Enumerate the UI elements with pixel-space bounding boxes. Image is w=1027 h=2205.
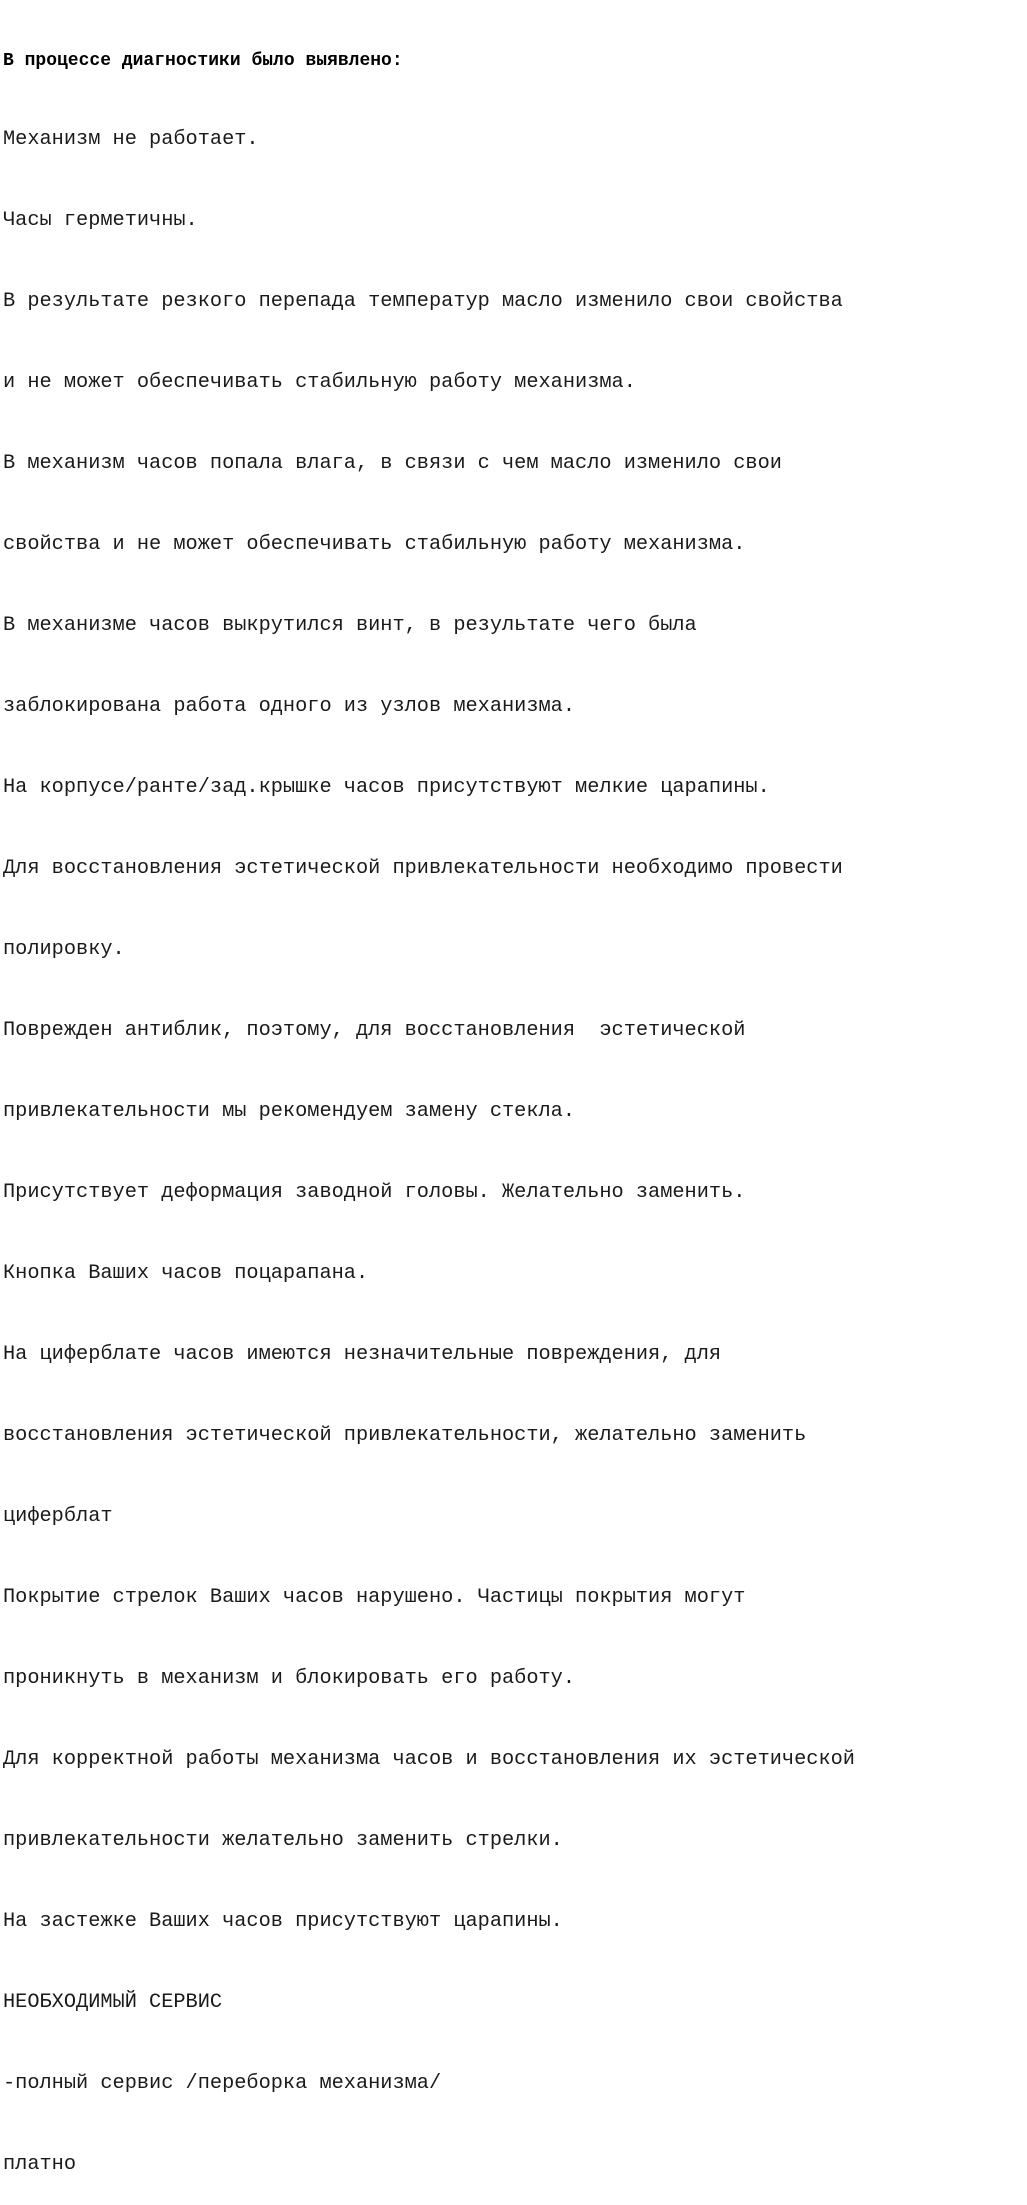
document-line: привлекательности мы рекомендуем замену стекла. — [3, 1100, 576, 1123]
diagnosis-document — [3, 0, 1023, 2205]
document-line: циферблат — [3, 1505, 113, 1528]
document-line: Механизм не работает. — [3, 128, 259, 151]
document-line: В результате резкого перепада температур масло изменило свои свойства — [3, 290, 843, 313]
document-line: Покрытие стрелок Ваших часов нарушено. Частицы покрытия могут — [3, 1586, 746, 1609]
document-line: На застежке Ваших часов присутствуют царапины. — [3, 1910, 563, 1933]
document-line: На корпусе/ранте/зад.крышке часов присутствуют мелкие царапины. — [3, 776, 770, 799]
document-line: Для корректной работы механизма часов и восстановления их эстетической — [3, 1748, 855, 1771]
document-line: На циферблате часов имеются незначительные повреждения, для — [3, 1343, 722, 1366]
document-line: свойства и не может обеспечивать стабильную работу механизма. — [3, 533, 746, 556]
service-heading: НЕОБХОДИМЫЙ СЕРВИС — [3, 1991, 223, 2014]
diagnosis-heading: В процессе диагностики было выявлено: — [3, 51, 403, 71]
document-line: Кнопка Ваших часов поцарапана. — [3, 1262, 369, 1285]
document-line: привлекательности желательно заменить стрелки. — [3, 1829, 563, 1852]
document-line: полировку. — [3, 938, 125, 961]
document-line: В механизме часов выкрутился винт, в результате чего была — [3, 614, 697, 637]
document-line: Часы герметичны. — [3, 209, 198, 232]
document-line: восстановления эстетической привлекательности, желательно заменить — [3, 1424, 807, 1447]
document-line: Поврежден антиблик, поэтому, для восстановления эстетической — [3, 1019, 746, 1042]
document-line: Для восстановления эстетической привлекательности необходимо провести — [3, 857, 843, 880]
document-line: В механизм часов попала влага, в связи с чем масло изменило свои — [3, 452, 782, 475]
document-line: Присутствует деформация заводной головы. Желательно заменить. — [3, 1181, 746, 1204]
document-line: проникнуть в механизм и блокировать его работу. — [3, 1667, 576, 1690]
document-line: и не может обеспечивать стабильную работу механизма. — [3, 371, 636, 394]
service-item: -полный сервис /переборка механизма/ — [3, 2072, 442, 2095]
service-price-note: платно — [3, 2153, 77, 2176]
document-line: заблокирована работа одного из узлов механизма. — [3, 695, 576, 718]
